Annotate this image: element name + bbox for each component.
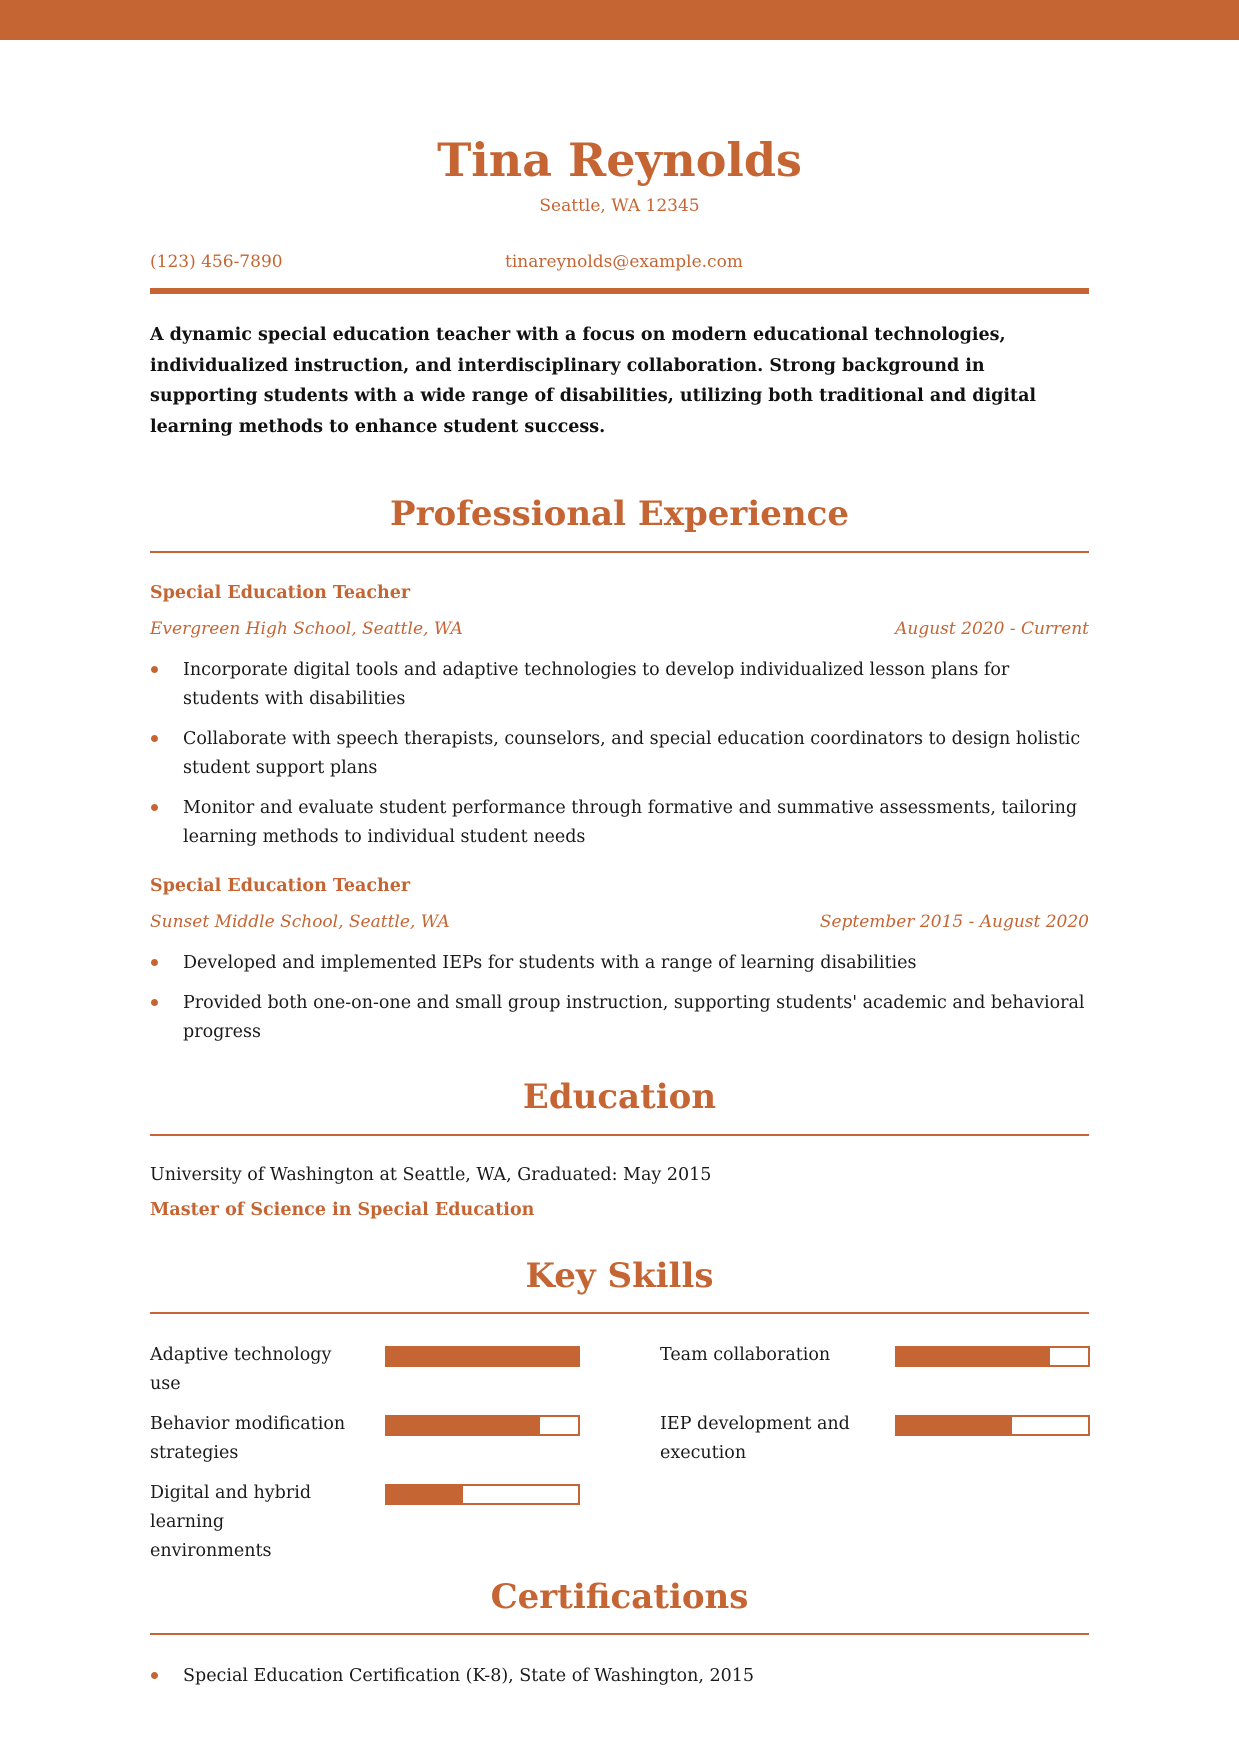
skill-label: Team collaboration (660, 1345, 831, 1365)
candidate-name: Tina Reynolds (437, 133, 802, 187)
job-title: Special Education Teacher (150, 583, 411, 603)
top-accent-bar (0, 0, 1239, 40)
job-title: Special Education Teacher (150, 876, 411, 896)
certification-list (150, 1662, 1089, 1702)
bullet-icon (151, 666, 158, 673)
skill-level-fill (387, 1417, 540, 1434)
education-school: University of Washington at Seattle, WA, Graduated: May 2015 (150, 1165, 712, 1185)
education-degree: Master of Science in Special Education (150, 1200, 535, 1220)
list-item: Provided both one-on-one and small group instruction, supporting students' academic and behavioral progress (150, 989, 1089, 1047)
skill-label: Digital and hybrid learning environments (150, 1483, 312, 1561)
list-item: Monitor and evaluate student performance through formative and summative assessments, tailoring learning methods to individual student needs (150, 794, 1089, 852)
summary: A dynamic special education teacher with a focus on modern educational technologies, individualized instruction, and interdisciplinary collaboration. Strong background in supporting students with a wide range of disabilities, utilizing both traditional and digital learning methods to enhance student success. (150, 325, 1037, 437)
bullet-icon (151, 804, 158, 811)
skill-label: Adaptive technology use (150, 1345, 332, 1394)
address: Seattle, WA 12345 (539, 196, 700, 216)
section-title-experience: Professional Experience (390, 494, 849, 534)
bullet-icon (151, 735, 158, 742)
section-title-certifications: Certifications (490, 1577, 749, 1617)
job-organization: Evergreen High School, Seattle, WA (150, 619, 463, 639)
section-divider (150, 551, 1089, 553)
skill-level-fill (387, 1348, 578, 1365)
bullet-icon (151, 959, 158, 966)
list-item: Incorporate digital tools and adaptive technologies to develop individualized lesson plans for students with disabilities (150, 656, 1089, 714)
job-dates: August 2020 - Current (895, 619, 1089, 639)
skill-level-fill (897, 1417, 1012, 1434)
bullet-icon (151, 1672, 158, 1679)
list-item: Collaborate with speech therapists, counselors, and special education coordinators to design holistic student support plans (150, 725, 1089, 783)
skill-level-bar (895, 1346, 1090, 1367)
bullet-icon (151, 999, 158, 1006)
section-title-education: Education (522, 1077, 717, 1117)
skill-level-fill (897, 1348, 1050, 1365)
section-divider (150, 1312, 1089, 1314)
section-title-skills: Key Skills (525, 1256, 714, 1296)
job-bullets (150, 949, 1089, 1058)
job-dates: September 2015 - August 2020 (819, 912, 1089, 932)
email: tinareynolds@example.com (505, 252, 743, 272)
job-organization: Sunset Middle School, Seattle, WA (150, 912, 450, 932)
list-item: Special Education Certification (K-8), State of Washington, 2015 (150, 1662, 1089, 1691)
header-divider (150, 288, 1089, 294)
section-divider (150, 1633, 1089, 1635)
phone: (123) 456-7890 (150, 252, 283, 272)
job-bullets (150, 656, 1089, 863)
skill-level-bar (895, 1415, 1090, 1436)
skill-label: IEP development and execution (660, 1414, 850, 1463)
skill-label: Behavior modification strategies (150, 1414, 346, 1463)
skill-level-bar (385, 1484, 580, 1505)
skill-level-bar (385, 1346, 580, 1367)
section-divider (150, 1134, 1089, 1136)
list-item: Developed and implemented IEPs for students with a range of learning disabilities (150, 949, 1089, 978)
skill-level-bar (385, 1415, 580, 1436)
skill-level-fill (387, 1486, 463, 1503)
